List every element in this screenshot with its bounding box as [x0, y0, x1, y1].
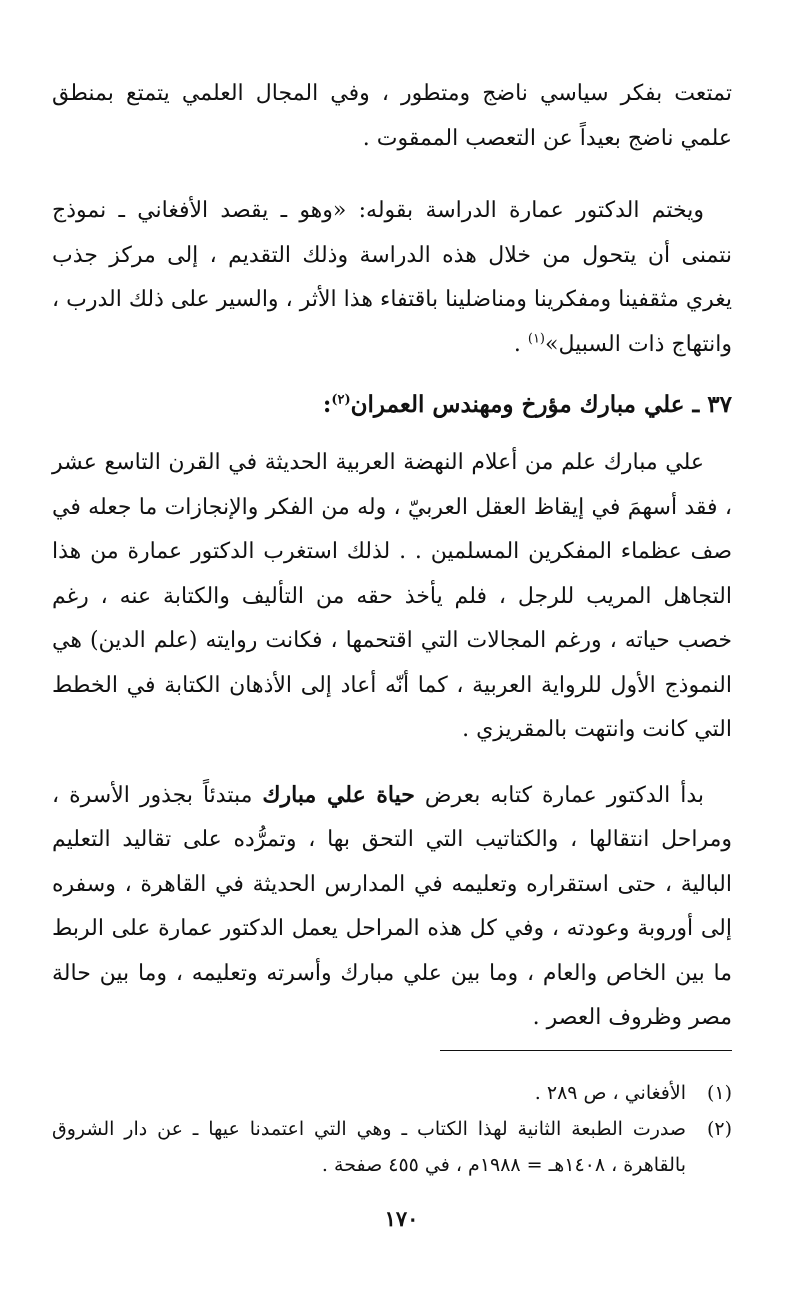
footnotes [52, 1075, 732, 1183]
footnote-1 [52, 1075, 732, 1111]
footnote-ref-2[interactable]: (٢) [331, 392, 351, 408]
book-bold-phrase: حياة علي مبارك [262, 781, 415, 808]
quote-end: . [513, 331, 528, 357]
page-number: ١٧٠ [384, 1206, 419, 1231]
footnote-2 [52, 1111, 732, 1183]
page-body [52, 72, 732, 1041]
footnote-text: الأفغاني ، ص ٢٨٩ . [534, 1082, 686, 1104]
paragraph-intro: تمتعت بفكر سياسي ناضج ومتطور ، وفي المجال العلمي يتمتع بمنطق علمي ناضج بعيداً عن التعصب الممقوت . [52, 81, 732, 151]
footnote-divider [440, 1050, 732, 1051]
section-heading-end: : [322, 391, 332, 418]
book-rest-text: مبتدئاً بجذور الأسرة ، ومراحل انتقالها ، والكتاتيب التي التحق بها ، وتمرُّده على تقاليد التعليم البالية ، حتى استقراره وتعليمه في المدارس الحديثة في القاهرة ، وسفره إلى أوروبة وعودته ، وفي كل هذه المراحل يعمل الدكتور عمارة على الربط ما بين الخاص والعام ، وما بين علي مبارك وأسرته وتعليمه ، وما بين حالة مصر وظروف العصر . [52, 782, 732, 1030]
footnote-ref-1[interactable]: (١) [527, 331, 545, 347]
book-start-text: بدأ الدكتور عمارة كتابه بعرض [414, 782, 705, 808]
footnote-number: (٢) [706, 1118, 732, 1140]
quote-text: ويختم الدكتور عمارة الدراسة بقوله: «وهو ـ يقصد الأفغاني ـ نموذج نتمنى أن يتحول من خلال هذه الدراسة وذلك التقديم ، إلى مركز جذب يغري مثقفينا ومفكرينا ومناضلينا باقتفاء هذا الأثر ، والسير على ذلك الدرب ، وانتهاج ذات السبيل» [52, 198, 732, 357]
section-heading [52, 383, 732, 427]
paragraph-quote [52, 189, 732, 367]
footnote-number: (١) [706, 1082, 732, 1104]
footnote-text: صدرت الطبعة الثانية لهذا الكتاب ـ وهي التي اعتمدنا عيها ـ عن دار الشروق بالقاهرة ، ١٤٠٨هـ = ١٩٨٨م ، في ٤٥٥ صفحة . [52, 1118, 686, 1176]
section-heading-text: ٣٧ ـ علي مبارك مؤرخ ومهندس العمران [350, 391, 732, 418]
paragraph-ali-mubarak: علي مبارك علم من أعلام النهضة العربية الحديثة في القرن التاسع عشر ، فقد أسهمَ في إيقاظ العقل العربيّ ، وله من الفكر والإنجازات ما جعله في صف عظماء المفكرين المسلمين . . لذلك استغرب الدكتور عمارة من هذا التجاهل المريب للرجل ، فلم يأخذ حقه من التأليف والكتابة عنه ، رغم خصب حياته ، ورغم المجالات التي اقتحمها ، فكانت روايته (علم الدين) هي النموذج الأول للرواية العربية ، كما أنّه أعاد إلى الأذهان الكتابة في الخطط التي كانت وانتهت بالمقريزي . [52, 450, 732, 742]
paragraph-book-start [52, 773, 732, 1041]
